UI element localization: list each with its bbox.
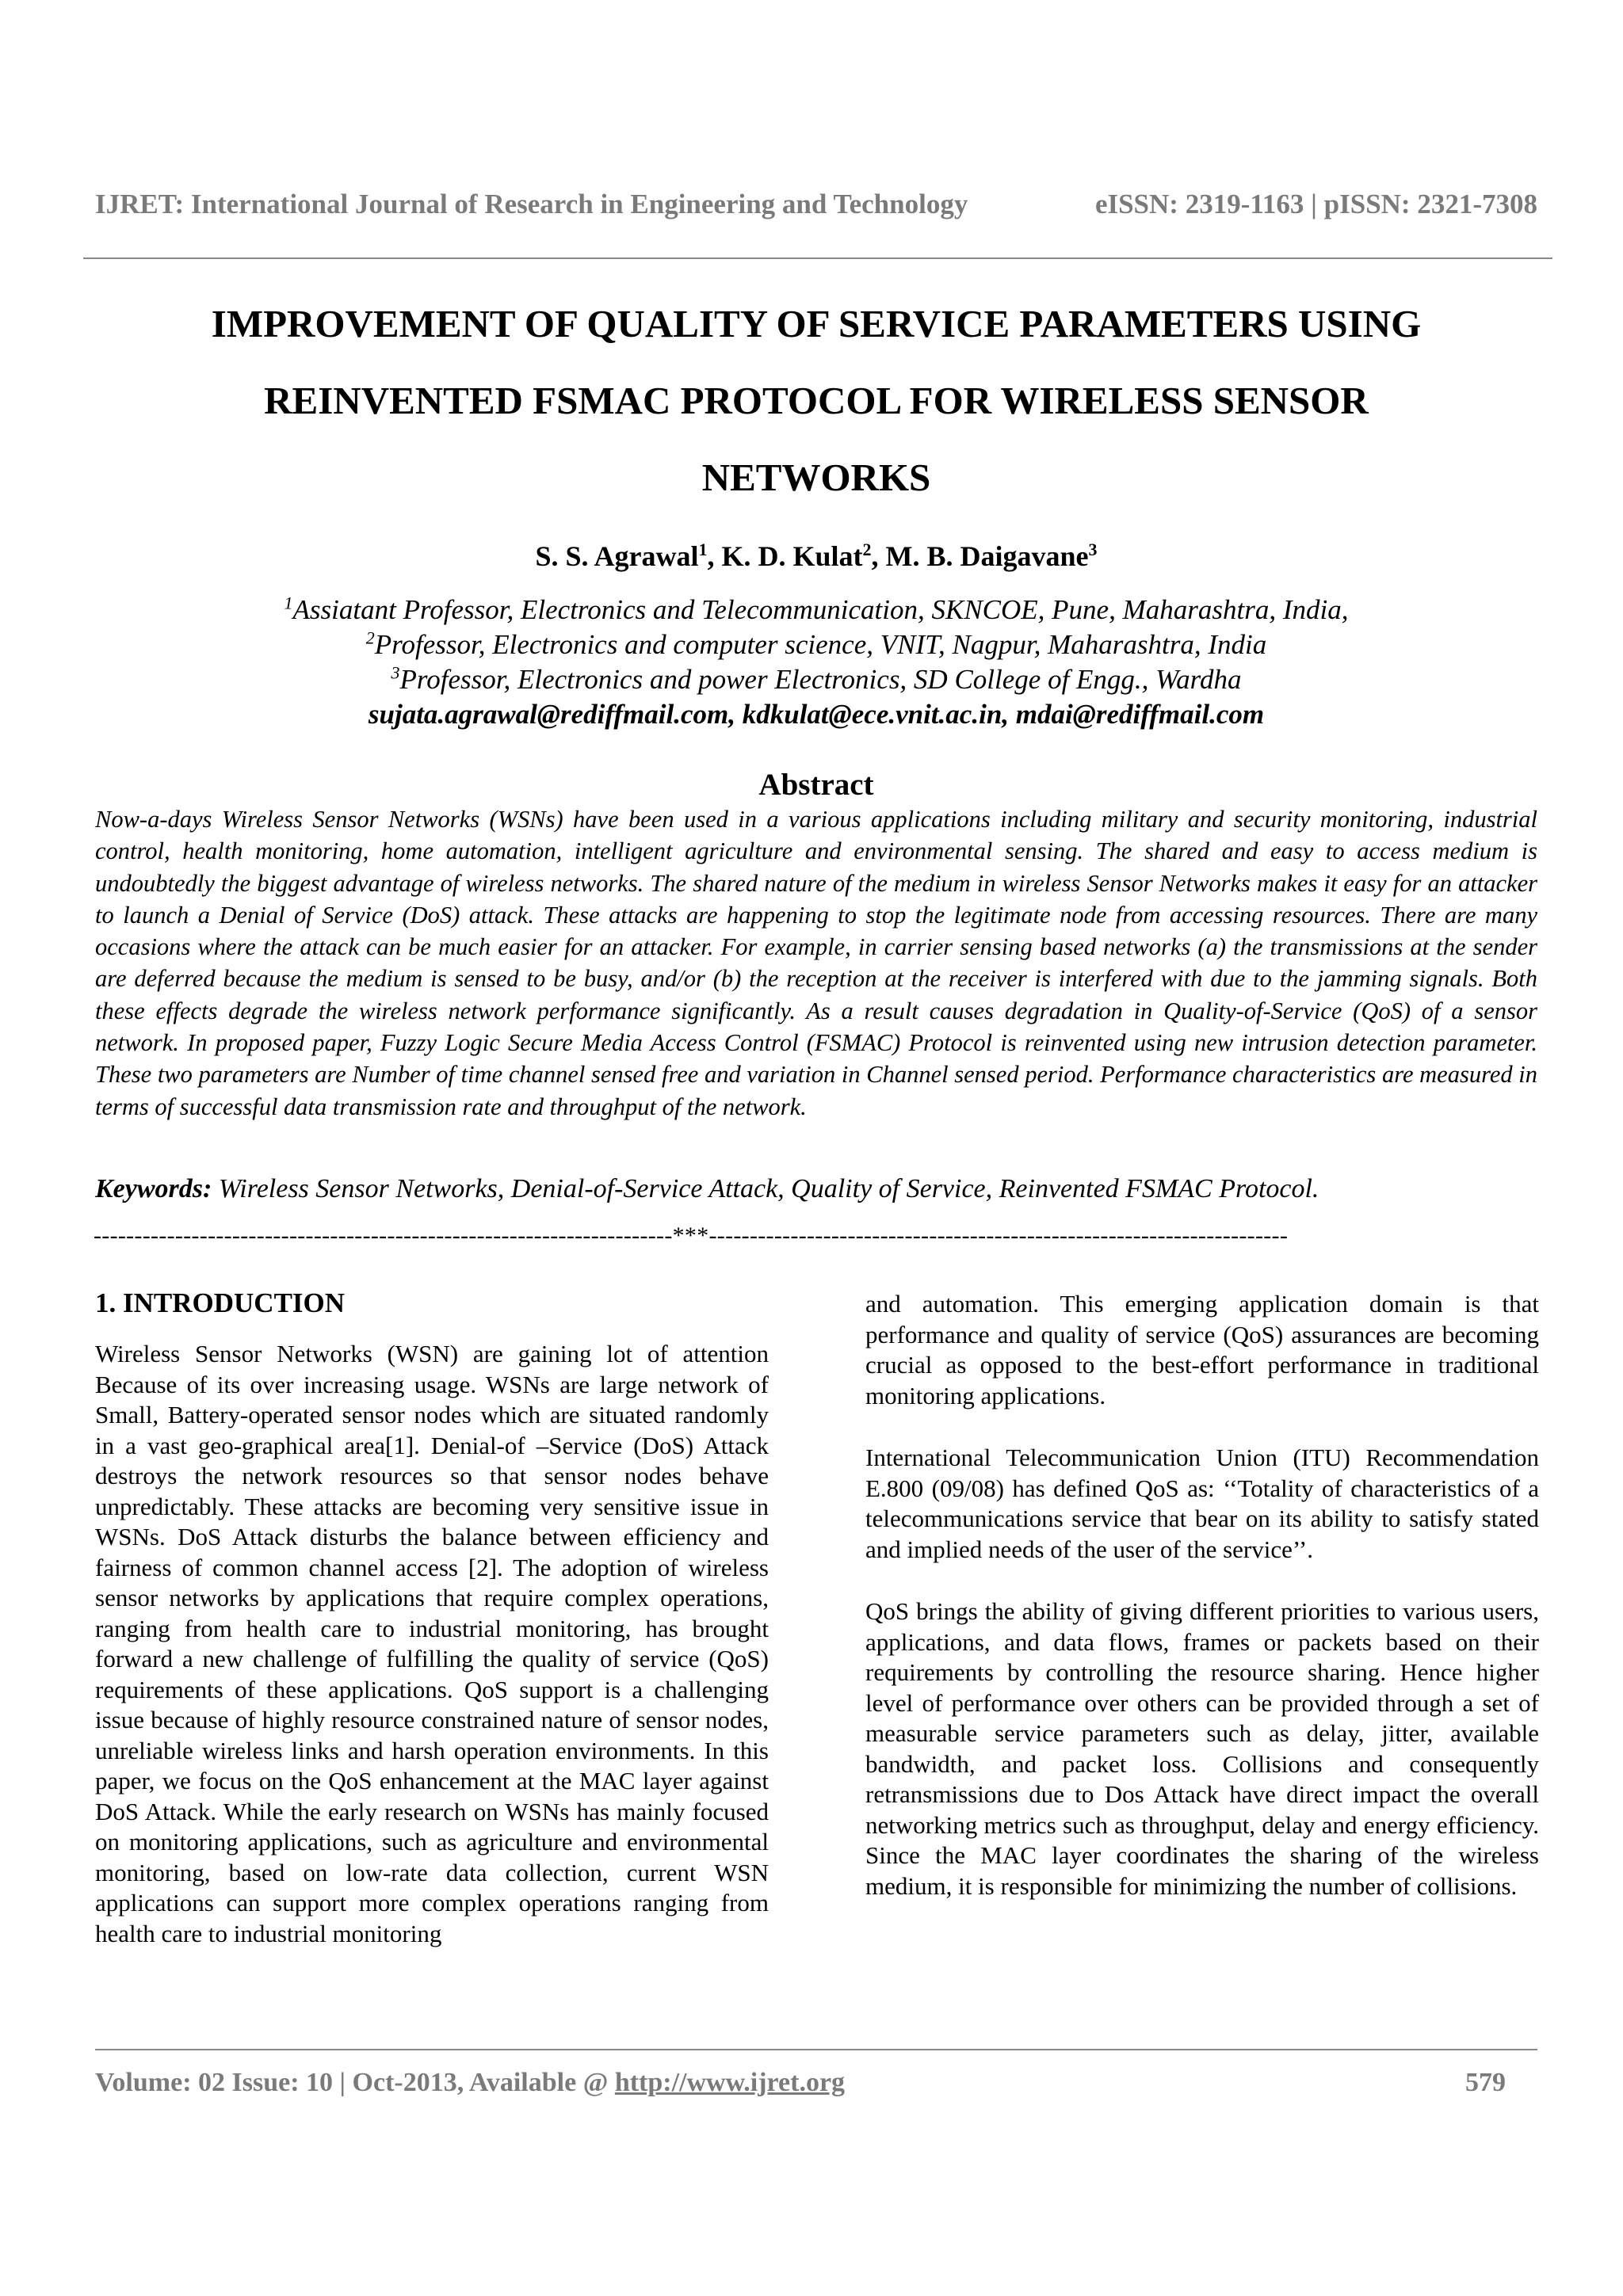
journal-name: IJRET: International Journal of Research in Engineering and Technology [95,189,968,219]
journal-url-link[interactable]: http://www.ijret.org [614,2068,846,2097]
title-line-1: IMPROVEMENT OF QUALITY OF SERVICE PARAMETERS USING [211,302,1422,345]
author-emails: sujata.agrawal@rediffmail.com, kdkulat@ece.vnit.ac.in, mdai@rediffmail.com [368,699,1265,730]
footer-volume [95,2068,845,2098]
author [886,540,1098,572]
footer-volume-text: Volume: 02 Issue: 10 | Oct-2013, Available @ [95,2068,615,2097]
author-affiliation-mark: 3 [1088,540,1098,559]
author-affiliation-mark: 2 [862,540,872,559]
page-footer [95,2068,1506,2098]
affiliations [95,593,1537,732]
author [535,540,721,572]
header-rule [83,257,1552,259]
affiliation-line [95,593,1537,627]
affiliation-text: Professor, Electronics and computer science, VNIT, Nagpur, Maharashtra, India [374,629,1267,660]
affiliation-mark: 2 [365,627,375,648]
affiliation-line [95,662,1537,697]
section-separator: -----------------------------------------------------------------------***----------------------------------------------------------------------- [94,1222,1289,1249]
affiliation-mark: 1 [284,593,293,613]
paper-title [95,285,1537,516]
author-affiliation-mark: 1 [698,540,708,559]
author-name: K. D. Kulat [721,540,863,572]
introduction-paragraph: and automation. This emerging application domain is that performance and quality of service (QoS) assurances are becoming crucial as opposed to the best-effort performance in traditional monitoring applications. [865,1290,1539,1409]
keywords-text: Wireless Sensor Networks, Denial-of-Service Attack, Quality of Service, Reinvented FSMAC Protocol. [212,1174,1319,1203]
author-separator: , [871,540,886,572]
qos-paragraph: QoS brings the ability of giving different priorities to various users, applications, and data flows, frames or packets based on their requirements by controlling the resource sharing. Hence higher level of performance over others can be provided through a set of measurable service parameters such as delay, jitter, available bandwidth, and packet loss. Collisions and consequently retransmissions due to Dos Attack have direct impact the overall networking metrics such as throughput, delay and energy efficiency. Since the MAC layer coordinates the sharing of the wireless medium, it is responsible for minimizing the number of collisions. [865,1597,1539,1900]
title-line-2: REINVENTED FSMAC PROTOCOL FOR WIRELESS SENSOR [264,379,1369,422]
itu-definition-paragraph: International Telecommunication Union (ITU) Recommendation E.800 (09/08) has defined QoS as: ‘‘Totality of characteristics of a telecommunications service that bear on its ability to satisfy stated and implied needs of the user of the service’’. [865,1444,1539,1563]
affiliation-line [95,627,1537,662]
issn: eISSN: 2319-1163 | pISSN: 2321-7308 [1094,189,1537,219]
author-separator: , [707,540,722,572]
keywords [95,1169,1537,1209]
title-line-3: NETWORKS [701,456,931,499]
page-number: 579 [1465,2068,1506,2097]
left-column [95,1283,769,1949]
introduction-heading: 1. INTRODUCTION [95,1287,346,1318]
affiliation-text: Assiatant Professor, Electronics and Telecommunication, SKNCOE, Pune, Maharashtra, India, [292,594,1349,625]
abstract-heading: Abstract [758,768,874,802]
abstract-text: Now-a-days Wireless Sensor Networks (WSNs) have been used in a various applications including military and security monitoring, industrial control, health monitoring, home automation, intelligent agriculture and environmental sensing. The shared and easy to access medium is undoubtedly the biggest advantage of wireless networks. The shared nature of the medium in wireless Sensor Networks makes it easy for an attacker to launch a Denial of Service (DoS) attack. These attacks are happening to stop the legitimate node from accessing resources. There are many occasions where the attack can be much easier for an attacker. For example, in carrier sensing based networks (a) the transmissions at the sender are deferred because the medium is sensed to be busy, and/or (b) the reception at the receiver is interfered with due to the jamming signals. Both these effects degrade the wireless network performance significantly. As a result causes degradation in Quality-of-Service (QoS) of a sensor network. In proposed paper, Fuzzy Logic Secure Media Access Control (FSMAC) Protocol is reinvented using new intrusion detection parameter. These two parameters are Number of time channel sensed free and variation in Channel sensed period. Performance characteristics are measured in terms of successful data transmission rate and throughput of the network. [95,806,1537,1120]
keywords-label: Keywords: [95,1174,212,1203]
right-column [865,1289,1539,1901]
introduction-paragraph: Wireless Sensor Networks (WSN) are gaining lot of attention Because of its over increasing usage. WSNs are large network of Small, Battery-operated sensor nodes which are situated randomly in a vast geo-graphical area[1]. Denial-of –Service (DoS) Attack destroys the network resources so that sensor nodes behave unpredictably. These attacks are becoming very sensitive issue in WSNs. DoS Attack disturbs the balance between efficiency and fairness of common channel access [2]. The adoption of wireless sensor networks by applications that require complex operations, ranging from health care to industrial monitoring, has brought forward a new challenge of fulfilling the quality of service (QoS) requirements of these applications. QoS support is a challenging issue because of highly resource constrained nature of sensor nodes, unreliable wireless links and harsh operation environments. In this paper, we focus on the QoS enhancement at the MAC layer against DoS Attack. While the early research on WSNs has mainly focused on monitoring applications, such as agriculture and environmental monitoring, based on low-rate data collection, current WSN applications can support more complex operations ranging from health care to industrial monitoring [95,1340,769,1947]
running-header [95,189,1537,220]
author [722,540,886,572]
affiliation-mark: 3 [391,662,400,683]
author-name: M. B. Daigavane [885,540,1089,572]
affiliation-text: Professor, Electronics and power Electronics, SD College of Engg., Wardha [399,664,1242,695]
author-list [95,535,1537,578]
author-name: S. S. Agrawal [535,540,699,572]
footer-rule [95,2049,1537,2050]
